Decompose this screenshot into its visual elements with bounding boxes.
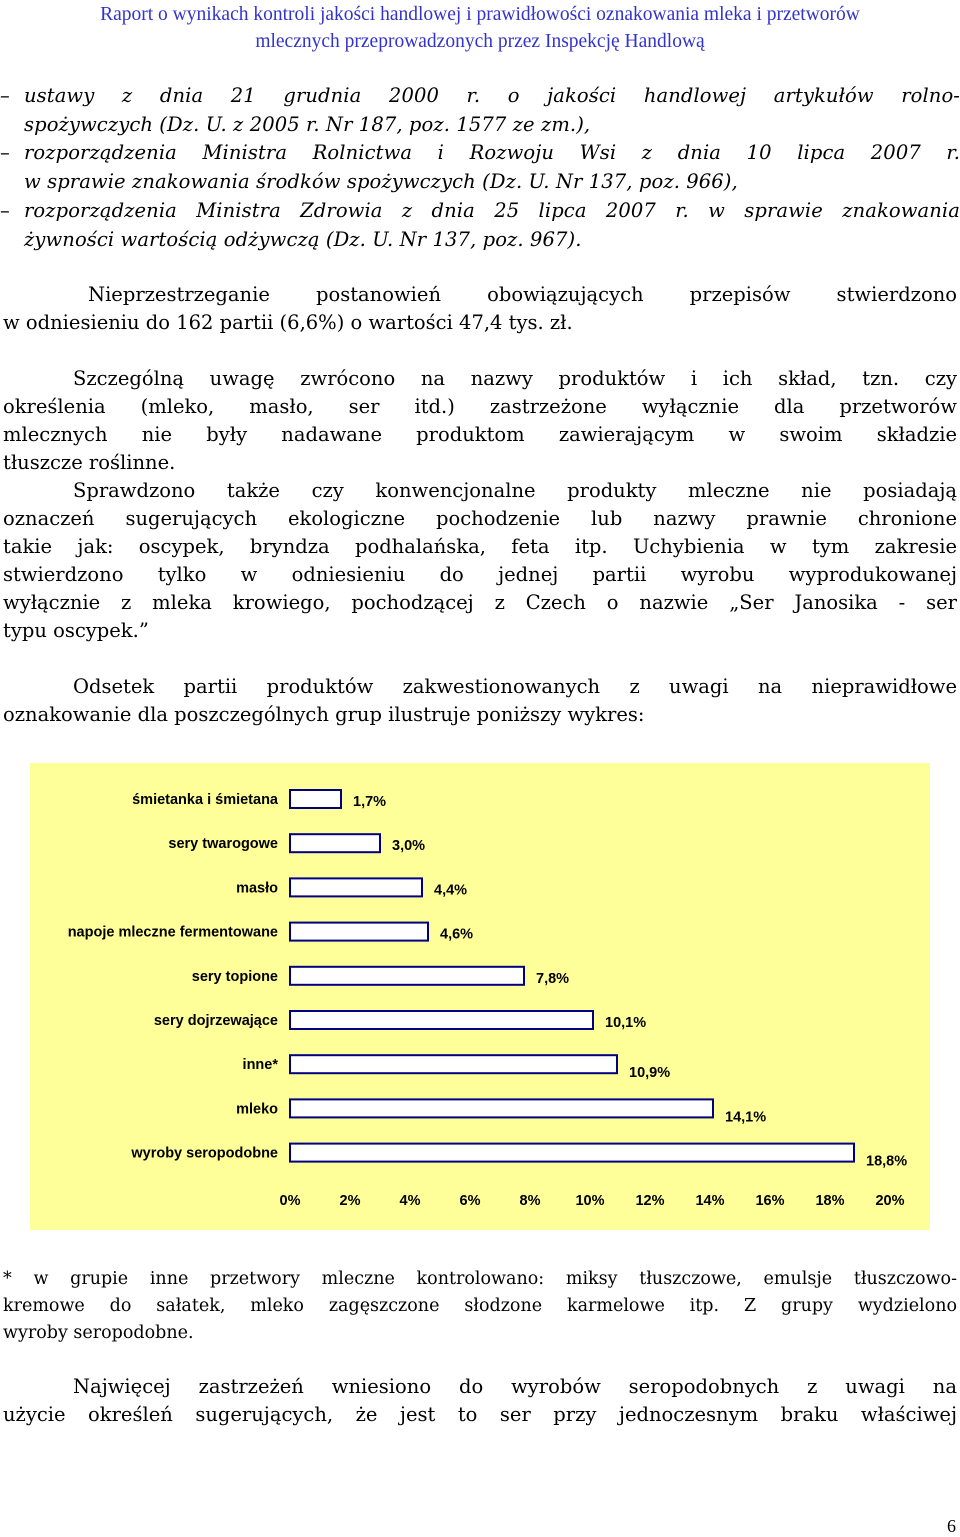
- data-label: 1,7%: [353, 794, 387, 810]
- x-tick-label: 12%: [635, 1193, 665, 1209]
- x-tick-label: 4%: [399, 1193, 421, 1209]
- paragraph-chart-intro: [3, 673, 957, 729]
- paragraph-line: użycie określeń sugerujących, że jest to ser przy jednoczesnym braku właściwej: [3, 1403, 957, 1426]
- bar-chart: [30, 763, 930, 1230]
- category-label: sery dojrzewające: [153, 1013, 278, 1029]
- paragraph-line: tłuszcze roślinne.: [3, 451, 176, 474]
- list-item-line: żywności wartością odżywczą (Dz. U. Nr 137, poz. 967).: [24, 227, 582, 251]
- paragraph-line: Nieprzestrzeganie postanowień obowiązujących przepisów stwierdzono: [88, 283, 957, 306]
- header-line-1: Raport o wynikach kontroli jakości handlowej i prawidłowości oznakowania mleka i przetworów: [100, 4, 860, 25]
- data-label: 7,8%: [536, 970, 570, 987]
- paragraph-line: takie jak: oscypek, bryndza podhalańska, feta itp. Uchybienia w tym zakresie: [3, 535, 957, 558]
- category-label: masło: [236, 880, 278, 897]
- category-label: napoje mleczne fermentowane: [67, 924, 278, 941]
- paragraph-line: Szczególną uwagę zwrócono na nazwy produktów i ich skład, tzn. czy: [73, 367, 957, 390]
- x-tick-label: 16%: [755, 1193, 785, 1209]
- category-label: wyroby seropodobne: [131, 1145, 278, 1162]
- data-label: 10,1%: [605, 1015, 647, 1031]
- list-item: [0, 82, 960, 139]
- bar: [290, 1144, 854, 1162]
- paragraph-organic: [3, 477, 957, 645]
- x-tick-label: 14%: [695, 1193, 725, 1209]
- paragraph-line: Sprawdzono także czy konwencjonalne produkty mleczne nie posiadają: [73, 479, 957, 502]
- paragraph-line: Najwięcej zastrzeżeń wniesiono do wyrobów seropodobnych z uwagi na: [73, 1375, 957, 1398]
- bar: [290, 790, 341, 808]
- footnote-line: * w grupie inne przetwory mleczne kontrolowano: miksy tłuszczowe, emulsje tłuszczowo-: [3, 1269, 957, 1289]
- bar: [290, 967, 524, 985]
- x-tick-label: 18%: [815, 1193, 845, 1209]
- bar: [290, 1099, 713, 1117]
- bar: [290, 1011, 593, 1029]
- x-tick-label: 8%: [519, 1193, 541, 1209]
- list-item: [0, 197, 960, 254]
- paragraph-line: stwierdzono tylko w odniesieniu do jednej partii wyrobu wyprodukowanej: [3, 563, 957, 586]
- page-number: 6: [947, 1516, 956, 1536]
- bullet-dash: –: [0, 198, 10, 222]
- x-tick-label: 6%: [459, 1193, 481, 1209]
- bar: [290, 1055, 617, 1073]
- x-tick-label: 10%: [575, 1193, 605, 1209]
- list-item: [0, 139, 960, 196]
- list-item-line: w sprawie znakowania środków spożywczych (Dz. U. Nr 137, poz. 966),: [24, 170, 738, 194]
- bar-chart-svg: [30, 763, 930, 1230]
- bar: [290, 878, 422, 896]
- data-label: 14,1%: [725, 1109, 767, 1126]
- paragraph-names: [3, 365, 957, 477]
- category-label: mleko: [236, 1101, 278, 1118]
- list-item-line: ustawy z dnia 21 grudnia 2000 r. o jakości handlowej artykułów rolno-: [24, 84, 960, 107]
- paragraph-line: oznakowanie dla poszczególnych grup ilustruje poniższy wykres:: [3, 703, 645, 726]
- data-label: 18,8%: [866, 1153, 908, 1170]
- paragraph-line: Odsetek partii produktów zakwestionowanych z uwagi na nieprawidłowe: [73, 675, 957, 698]
- footnote-line: wyroby seropodobne.: [3, 1323, 194, 1343]
- bar: [290, 923, 428, 941]
- header-line-2: mlecznych przeprowadzonych przez Inspekcję Handlową: [255, 31, 705, 52]
- bullet-dash: –: [0, 141, 10, 165]
- category-label: śmietanka i śmietana: [132, 792, 278, 808]
- bullet-dash: –: [0, 84, 10, 107]
- category-label: inne*: [242, 1057, 278, 1074]
- paragraph-line: oznaczeń sugerujących ekologiczne pochodzenie lub nazwy prawnie chronione: [3, 507, 957, 530]
- paragraph-violations: [3, 281, 957, 337]
- category-label: sery twarogowe: [168, 836, 278, 853]
- list-item-line: spożywczych (Dz. U. z 2005 r. Nr 187, poz. 1577 ze zm.),: [24, 112, 591, 136]
- data-label: 4,6%: [440, 926, 474, 943]
- paragraph-line: mlecznych nie były nadawane produktom zawierającym w swoim składzie: [3, 423, 957, 446]
- category-label: sery topione: [191, 968, 278, 985]
- list-item-line: rozporządzenia Ministra Zdrowia z dnia 25 lipca 2007 r. w sprawie znakowania: [24, 198, 960, 222]
- x-tick-label: 0%: [279, 1193, 301, 1209]
- footnote: [3, 1266, 957, 1347]
- paragraph-line: określenia (mleko, masło, ser itd.) zastrzeżone wyłącznie dla przetworów: [3, 395, 957, 418]
- data-label: 3,0%: [392, 838, 426, 855]
- paragraph-line: typu oscypek.”: [3, 619, 149, 642]
- paragraph-line: w odniesieniu do 162 partii (6,6%) o wartości 47,4 tys. zł.: [3, 311, 573, 334]
- legal-basis-list: [0, 82, 960, 254]
- data-label: 10,9%: [629, 1065, 671, 1082]
- paragraph-line: wyłącznie z mleka krowiego, pochodzącej z Czech o nazwie „Ser Janosika - ser: [3, 591, 957, 614]
- paragraph-imitation: [3, 1373, 957, 1429]
- bar: [290, 834, 380, 852]
- data-label: 4,4%: [434, 882, 468, 899]
- x-tick-label: 2%: [339, 1193, 361, 1209]
- list-item-line: rozporządzenia Ministra Rolnictwa i Rozwoju Wsi z dnia 10 lipca 2007 r.: [24, 141, 960, 165]
- x-tick-label: 20%: [875, 1193, 905, 1209]
- footnote-line: kremowe do sałatek, mleko zagęszczone słodzone karmelowe itp. Z grupy wydzielono: [3, 1296, 957, 1316]
